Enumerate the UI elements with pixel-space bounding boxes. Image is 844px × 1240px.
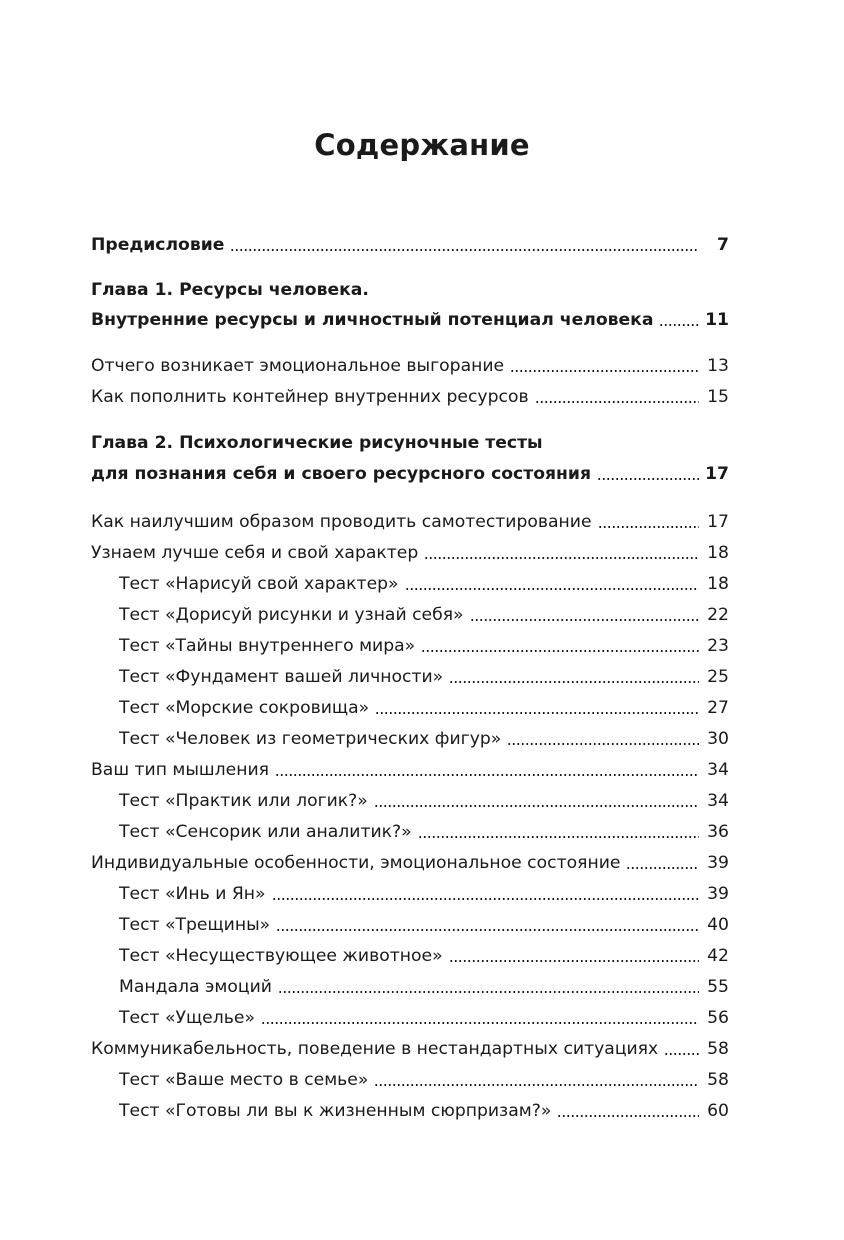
toc-entry — [91, 351, 729, 377]
toc-subentry — [119, 1096, 729, 1122]
toc-entry-page: 15 — [707, 387, 729, 407]
toc-entry-label: Тест «Готовы ли вы к жизненным сюрпризам?» — [119, 1101, 552, 1121]
toc-subentry — [119, 817, 729, 843]
dot-leader — [276, 929, 699, 931]
dot-leader — [424, 557, 699, 559]
toc-subentry — [119, 693, 729, 719]
dot-leader — [275, 774, 699, 776]
dot-leader — [510, 370, 699, 372]
toc-entry-label: Тест «Практик или логик?» — [119, 791, 368, 811]
toc-entry-label: Тест «Морские сокровища» — [119, 698, 370, 718]
toc-entry-label: Как пополнить контейнер внутренних ресурсов — [91, 387, 529, 407]
toc-entry-label: Отчего возникает эмоциональное выгорание — [91, 356, 505, 376]
toc-entry-page: 18 — [707, 574, 729, 594]
toc-subentry — [119, 879, 729, 905]
toc-subentry — [119, 724, 729, 750]
toc-entry-page: 58 — [707, 1070, 729, 1090]
dot-leader — [261, 1022, 699, 1024]
dot-leader — [278, 991, 699, 993]
dot-leader — [507, 743, 699, 745]
toc-entry-label: Тест «Ущелье» — [119, 1008, 255, 1028]
toc-entry — [91, 507, 729, 533]
toc-entry-chapter-2 — [91, 459, 729, 485]
dot-leader — [664, 1053, 699, 1055]
toc-entry-page: 11 — [705, 310, 729, 330]
dot-leader — [375, 712, 699, 714]
toc-entry-page: 56 — [707, 1008, 729, 1028]
dot-leader — [374, 1084, 699, 1086]
toc-entry-label: Внутренние ресурсы и личностный потенциал человека — [91, 310, 654, 330]
dot-leader — [418, 836, 699, 838]
toc-entry-label: для познания себя и своего ресурсного состояния — [91, 464, 592, 484]
dot-leader — [230, 249, 699, 251]
toc-subentry — [119, 1003, 729, 1029]
toc-entry-chapter-2-heading — [91, 428, 543, 454]
dot-leader — [421, 650, 699, 652]
toc-entry-label: Тест «Сенсорик или аналитик?» — [119, 822, 412, 842]
toc-entry-page: 17 — [707, 512, 729, 532]
toc-entry-page: 13 — [707, 356, 729, 376]
toc-entry-page: 55 — [707, 977, 729, 997]
toc-entry-page: 36 — [707, 822, 729, 842]
toc-subentry — [119, 910, 729, 936]
toc-entry-label: Мандала эмоций — [119, 977, 272, 997]
toc-entry-label: Тест «Инь и Ян» — [119, 884, 266, 904]
toc-entry-page: 17 — [705, 464, 729, 484]
dot-leader — [659, 324, 699, 326]
toc-entry-label: Тест «Нарисуй свой характер» — [119, 574, 399, 594]
toc-subentry — [119, 1065, 729, 1091]
toc-entry-label: Тест «Дорисуй рисунки и узнай себя» — [119, 605, 464, 625]
toc-entry-page: 40 — [707, 915, 729, 935]
toc-entry-label: Тест «Тайны внутреннего мира» — [119, 636, 416, 656]
toc-entry-page: 18 — [707, 543, 729, 563]
dot-leader — [535, 401, 699, 403]
toc-entry-page: 25 — [707, 667, 729, 687]
table-of-contents — [91, 0, 729, 1240]
toc-entry-label: Как наилучшим образом проводить самотестирование — [91, 512, 592, 532]
dot-leader — [272, 898, 699, 900]
dot-leader — [374, 805, 699, 807]
toc-subentry — [119, 631, 729, 657]
toc-entry-label: Глава 2. Психологические рисуночные тесты — [91, 433, 543, 453]
toc-entry-label: Тест «Несуществующее животное» — [119, 946, 443, 966]
dot-leader — [557, 1115, 699, 1117]
dot-leader — [598, 526, 699, 528]
dot-leader — [449, 960, 699, 962]
toc-entry-page: 30 — [707, 729, 729, 749]
toc-subentry — [119, 786, 729, 812]
toc-entry-page: 22 — [707, 605, 729, 625]
page-title: Содержание — [314, 128, 530, 162]
toc-entry-label: Глава 1. Ресурсы человека. — [91, 280, 369, 300]
toc-entry-chapter-1-heading — [91, 275, 369, 301]
toc-entry-page: 27 — [707, 698, 729, 718]
toc-entry — [91, 538, 729, 564]
toc-entry-page: 60 — [707, 1101, 729, 1121]
toc-entry-label: Тест «Ваше место в семье» — [119, 1070, 369, 1090]
toc-entry-label: Предисловие — [91, 235, 225, 255]
toc-entry-label: Тест «Человек из геометрических фигур» — [119, 729, 502, 749]
toc-entry-page: 34 — [707, 760, 729, 780]
toc-subentry — [119, 972, 729, 998]
toc-entry — [91, 755, 729, 781]
toc-entry — [91, 1034, 729, 1060]
toc-subentry — [119, 941, 729, 967]
toc-entry-page: 7 — [717, 235, 729, 255]
toc-entry-label: Индивидуальные особенности, эмоциональное состояние — [91, 853, 621, 873]
toc-entry-chapter-1 — [91, 305, 729, 331]
toc-entry-label: Ваш тип мышления — [91, 760, 269, 780]
toc-subentry — [119, 569, 729, 595]
dot-leader — [470, 619, 699, 621]
toc-entry-page: 34 — [707, 791, 729, 811]
toc-subentry — [119, 662, 729, 688]
toc-entry-page: 58 — [707, 1039, 729, 1059]
toc-entry-page: 39 — [707, 853, 729, 873]
toc-subentry — [119, 600, 729, 626]
toc-entry-label: Коммуникабельность, поведение в нестандартных ситуациях — [91, 1039, 659, 1059]
dot-leader — [626, 867, 699, 869]
dot-leader — [597, 478, 699, 480]
toc-entry-label: Узнаем лучше себя и свой характер — [91, 543, 419, 563]
toc-entry-label: Тест «Фундамент вашей личности» — [119, 667, 444, 687]
toc-entry — [91, 382, 729, 408]
toc-entry-page: 23 — [707, 636, 729, 656]
dot-leader — [405, 588, 699, 590]
toc-entry-preface — [91, 230, 729, 256]
toc-entry-label: Тест «Трещины» — [119, 915, 271, 935]
toc-entry — [91, 848, 729, 874]
dot-leader — [449, 681, 699, 683]
toc-entry-page: 39 — [707, 884, 729, 904]
toc-entry-page: 42 — [707, 946, 729, 966]
